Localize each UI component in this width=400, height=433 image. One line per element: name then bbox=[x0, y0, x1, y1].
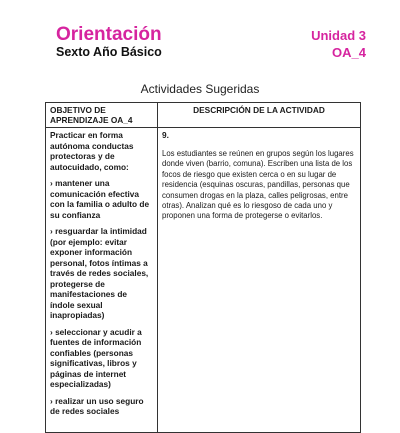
activities-table bbox=[45, 102, 361, 433]
objective-item: › seleccionar y acudir a fuentes de información confiables (personas significativas, libros y páginas de internet especializadas) bbox=[50, 326, 142, 389]
unit-label: Unidad 3 bbox=[311, 28, 366, 43]
description-column-header: DESCRIPCIÓN DE LA ACTIVIDAD bbox=[158, 103, 361, 128]
objective-column-header: OBJETIVO DE APRENDIZAJE OA_4 bbox=[46, 103, 158, 128]
activity-number: 9. bbox=[162, 130, 169, 140]
page-title: Orientación bbox=[56, 24, 162, 45]
grade-subtitle: Sexto Año Básico bbox=[56, 45, 162, 59]
objective-item: › resguardar la intimidad (por ejemplo: evitar exponer información personal, fotos íntimas a través de redes sociales, protegerse de manifestaciones de índole sexual inapropiadas) bbox=[50, 226, 149, 320]
description-cell bbox=[158, 128, 361, 433]
objective-item: › realizar un uso seguro de redes sociales bbox=[50, 395, 144, 416]
table-row bbox=[46, 128, 361, 433]
objective-intro: Practicar en forma autónoma conductas protectoras y de autocuidado, como: bbox=[50, 130, 134, 172]
objective-cell bbox=[46, 128, 158, 433]
objective-item: › mantener una comunicación efectiva con la familia o adulto de su confianza bbox=[50, 178, 150, 220]
table-header-row bbox=[46, 103, 361, 128]
section-heading: Actividades Sugeridas bbox=[140, 82, 260, 96]
activity-description: Los estudiantes se reúnen en grupos según los lugares donde viven (barrio, comuna). Escriben una lista de los focos de riesgo que existen cerca o en su lugar de residencia (esquinas oscuras, pandillas, personas que consumen drogas en la plaza, calles peligrosas, entre otras). Analizan qué es lo riesgoso de cada uno y proponen una forma de protegerse o evitarlos. bbox=[162, 149, 354, 221]
oa-label: OA_4 bbox=[332, 45, 366, 60]
